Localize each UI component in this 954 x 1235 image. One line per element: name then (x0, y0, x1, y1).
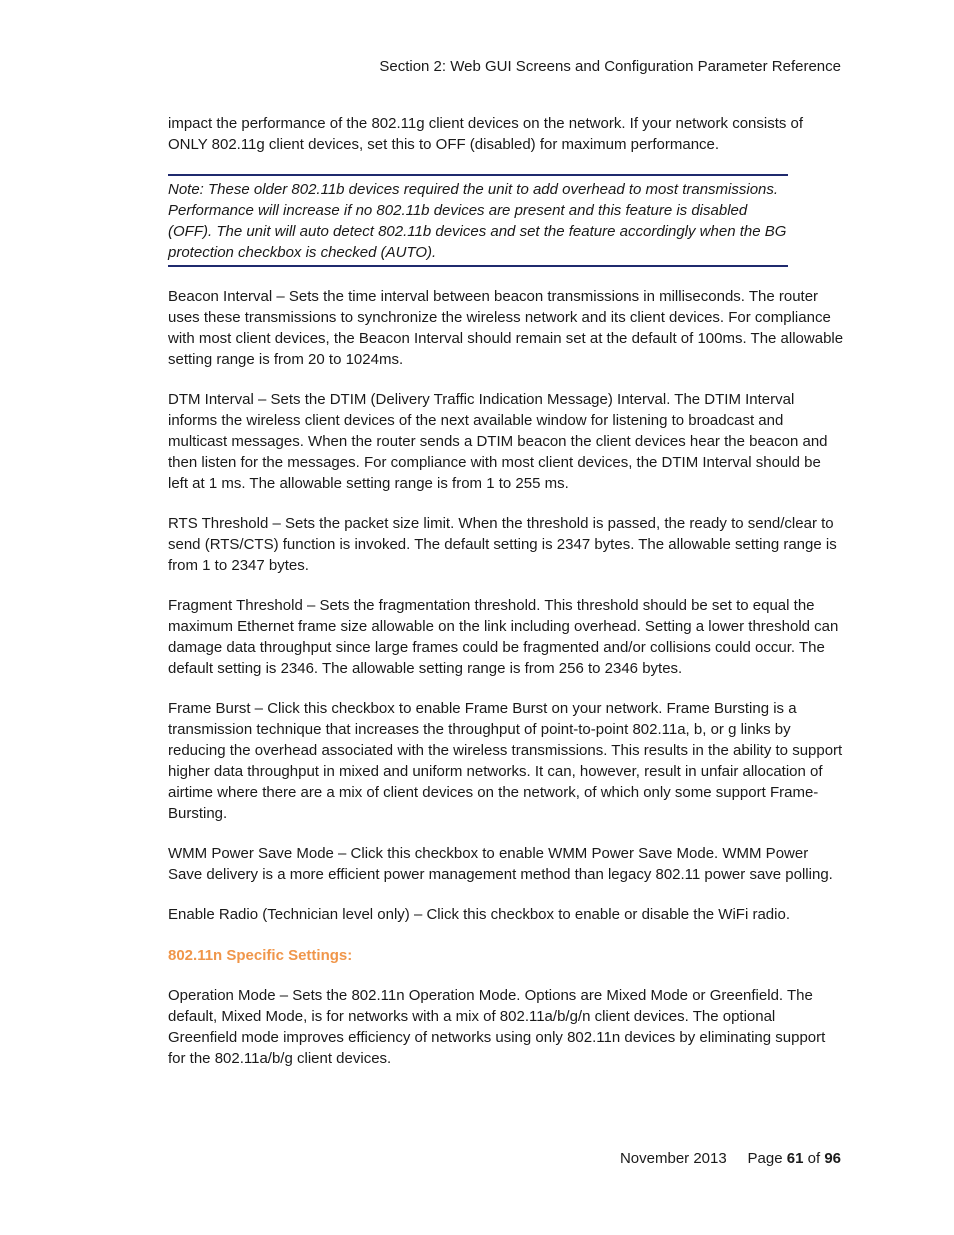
note-text: Note: These older 802.11b devices required the unit to add overhead to most transmissions. Performance will increase if no 802.11b devices are present and this feature is disabled (OFF). The unit will auto detect 802.11b devices and set the feature accordingly when the BG protection checkbox is checked (AUTO). (168, 181, 787, 261)
fragment-threshold-paragraph: Fragment Threshold – Sets the fragmentation threshold. This threshold should be set to equal the maximum Ethernet frame size allowable on the link including overhead. Setting a lower threshold can damage data throughput since large frames could be fragmented and/or collisions could occur. The default setting is 2346. The allowable setting range is from 256 to 2346 bytes. (168, 597, 839, 677)
intro-paragraph: impact the performance of the 802.11g client devices on the network. If your network consists of ONLY 802.11g client devices, set this to OFF (disabled) for maximum performance. (168, 115, 804, 153)
enable-radio-paragraph: Enable Radio (Technician level only) – Click this checkbox to enable or disable the WiFi radio. (168, 906, 790, 923)
wmm-power-save-paragraph: WMM Power Save Mode – Click this checkbox to enable WMM Power Save Mode. WMM Power Save delivery is a more efficient power management method than legacy 802.11 power save polling. (168, 845, 833, 883)
page-header: Section 2: Web GUI Screens and Configuration Parameter Reference (379, 58, 841, 75)
footer-date: November 2013 (619, 1150, 727, 1167)
footer-page-number: 61 (786, 1150, 804, 1167)
rts-threshold-paragraph: RTS Threshold – Sets the packet size limit. When the threshold is passed, the ready to send/clear to send (RTS/CTS) function is invoked. The default setting is 2347 bytes. The allowable setting range is from 1 to 2347 bytes. (168, 515, 837, 574)
frame-burst-paragraph: Frame Burst – Click this checkbox to enable Frame Burst on your network. Frame Bursting is a transmission technique that increases the throughput of point-to-point 802.11a, b, or g links by reducing the overhead associated with the wireless transmissions. This results in the ability to support higher data throughput in mixed and uniform networks. It can, however, result in unfair allocation of airtime where there are a mix of client devices on the network, of which only some support Frame-Bursting. (168, 700, 843, 822)
page-footer (620, 1149, 841, 1169)
section-heading: 802.11n Specific Settings: (168, 947, 353, 964)
footer-total-pages: 96 (824, 1150, 841, 1167)
operation-mode-paragraph: Operation Mode – Sets the 802.11n Operation Mode. Options are Mixed Mode or Greenfield. The default, Mixed Mode, is for networks with a mix of 802.11a/b/g/n client devices. The optional Greenfield mode improves efficiency of networks using only 802.11n devices by eliminating support for the 802.11a/b/g client devices. (168, 987, 826, 1067)
page-body (168, 113, 844, 1069)
footer-of-label: of (807, 1150, 821, 1167)
beacon-interval-paragraph: Beacon Interval – Sets the time interval between beacon transmissions in milliseconds. The router uses these transmissions to synchronize the wireless network and its client devices. For compliance with most client devices, the Beacon Interval should remain set at the default of 100ms. The allowable setting range is from 20 to 1024ms. (168, 288, 844, 368)
note-box (168, 174, 788, 267)
dtim-interval-paragraph: DTM Interval – Sets the DTIM (Delivery Traffic Indication Message) Interval. The DTIM Interval informs the wireless client devices of the next available window for listening to broadcast and multicast messages. When the router sends a DTIM beacon the client devices hear the beacon and then listen for the messages. For compliance with most client devices, the DTIM Interval should be left at 1 ms. The allowable setting range is from 1 to 255 ms. (168, 391, 828, 492)
footer-page-label: Page (747, 1150, 783, 1167)
